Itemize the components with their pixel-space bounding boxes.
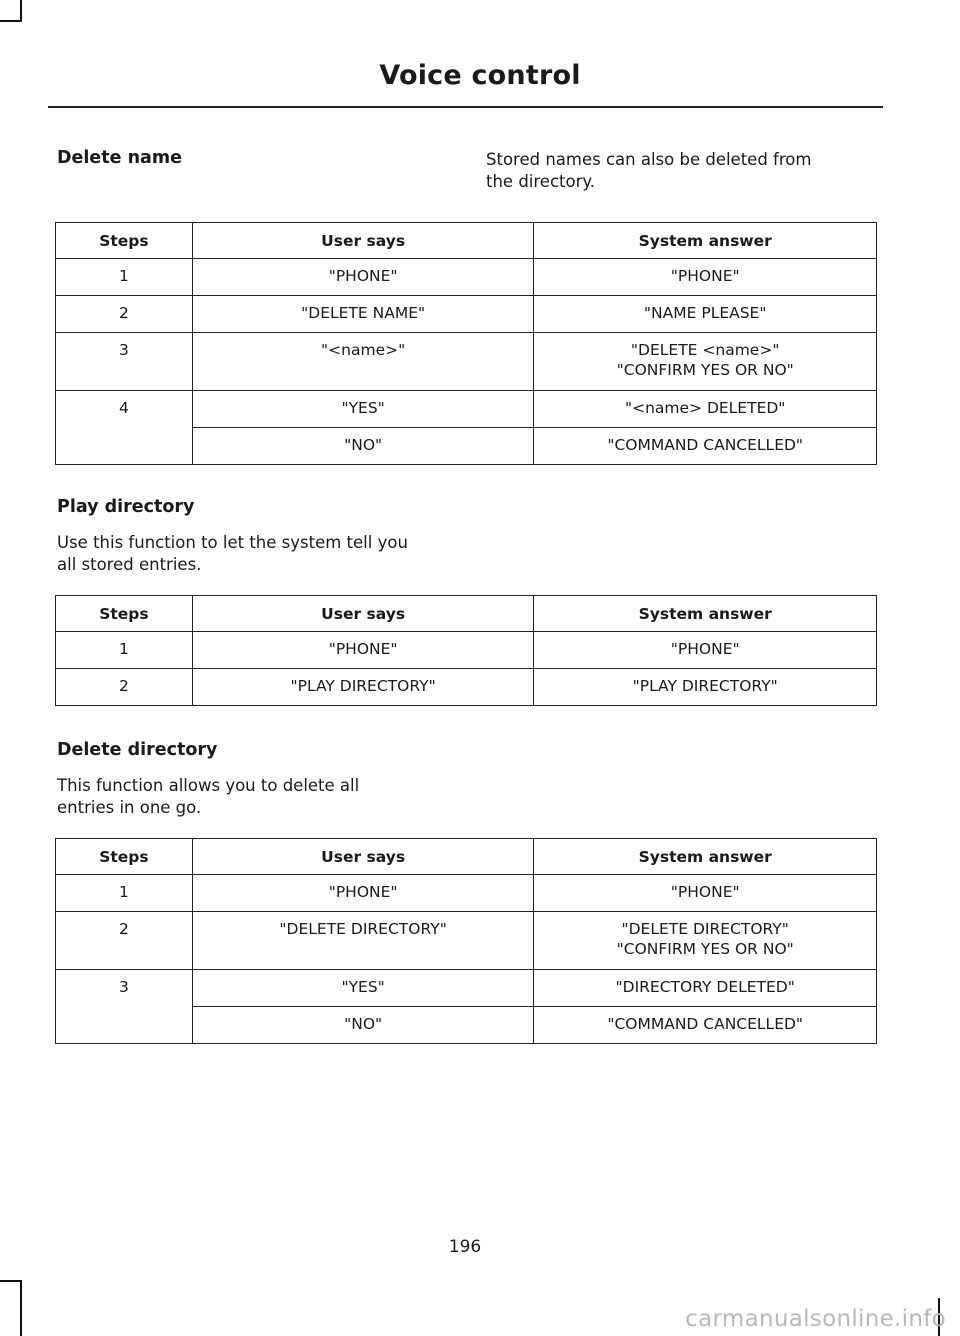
cell-step: 3: [56, 970, 193, 1007]
watermark-text: carmanualsonline.info: [685, 1306, 946, 1332]
cell-user-says: "YES": [192, 970, 534, 1007]
table-row: [56, 296, 877, 333]
cell-step: 1: [56, 875, 193, 912]
table-row: [56, 912, 877, 970]
header-user-says: User says: [192, 223, 534, 259]
system-answer-line: "PHONE": [670, 640, 740, 658]
description-line: the directory.: [486, 172, 596, 191]
header-steps: Steps: [56, 596, 193, 632]
cell-user-says: "DELETE NAME": [192, 296, 534, 333]
delete-directory-table: [55, 838, 877, 1044]
cell-user-says: "<name>": [192, 333, 534, 391]
table-row: [56, 259, 877, 296]
header-steps: Steps: [56, 839, 193, 875]
section-heading-delete-name: Delete name: [57, 148, 182, 168]
cell-step: [56, 428, 193, 465]
crop-mark-bottom-left-horizontal: [0, 1280, 22, 1282]
table-row: [56, 428, 877, 465]
crop-mark-bottom-left-vertical: [20, 1280, 22, 1336]
system-answer-line: "<name> DELETED": [624, 399, 786, 417]
crop-mark-top-left-horizontal: [0, 20, 22, 22]
cell-user-says: "DELETE DIRECTORY": [192, 912, 534, 970]
play-directory-table: [55, 595, 877, 706]
system-answer-line: "PHONE": [670, 267, 740, 285]
system-answer-line: "COMMAND CANCELLED": [607, 1015, 804, 1033]
table-row: [56, 669, 877, 706]
cell-step: [56, 1007, 193, 1044]
header-system-answer: System answer: [534, 839, 877, 875]
cell-system-answer: [534, 296, 877, 333]
system-answer-line: "NAME PLEASE": [643, 304, 767, 322]
table-header-row: [56, 596, 877, 632]
table-row: [56, 1007, 877, 1044]
table-row: [56, 875, 877, 912]
cell-system-answer: [534, 970, 877, 1007]
section-description-delete-directory: [57, 775, 477, 819]
cell-system-answer: [534, 632, 877, 669]
cell-step: 2: [56, 669, 193, 706]
cell-system-answer: [534, 1007, 877, 1044]
section-heading-delete-directory: Delete directory: [57, 740, 218, 760]
cell-step: 3: [56, 333, 193, 391]
section-description-play-directory: [57, 532, 477, 576]
system-answer-line: "DELETE <name>": [630, 341, 780, 359]
description-line: This function allows you to delete all: [57, 776, 360, 795]
cell-system-answer: [534, 428, 877, 465]
section-heading-play-directory: Play directory: [57, 497, 195, 517]
table-row: [56, 391, 877, 428]
header-user-says: User says: [192, 596, 534, 632]
cell-user-says: "PLAY DIRECTORY": [192, 669, 534, 706]
section-description-delete-name: [486, 149, 886, 193]
cell-system-answer: [534, 391, 877, 428]
system-answer-line: "CONFIRM YES OR NO": [616, 940, 794, 958]
cell-system-answer: [534, 333, 877, 391]
table-header-row: [56, 839, 877, 875]
title-divider: [48, 106, 883, 108]
cell-user-says: "NO": [192, 1007, 534, 1044]
table-row: [56, 632, 877, 669]
system-answer-line: "COMMAND CANCELLED": [607, 436, 804, 454]
table-header-row: [56, 223, 877, 259]
cell-step: 4: [56, 391, 193, 428]
cell-user-says: "PHONE": [192, 259, 534, 296]
table-row: [56, 333, 877, 391]
cell-system-answer: [534, 669, 877, 706]
description-line: Use this function to let the system tell you: [57, 533, 408, 552]
system-answer-line: "CONFIRM YES OR NO": [616, 361, 794, 379]
system-answer-line: "PHONE": [670, 883, 740, 901]
cell-user-says: "NO": [192, 428, 534, 465]
delete-name-table: [55, 222, 877, 465]
cell-system-answer: [534, 875, 877, 912]
page-number: 196: [448, 1237, 482, 1257]
cell-user-says: "PHONE": [192, 875, 534, 912]
header-user-says: User says: [192, 839, 534, 875]
description-line: Stored names can also be deleted from: [486, 150, 812, 169]
header-steps: Steps: [56, 223, 193, 259]
header-system-answer: System answer: [534, 223, 877, 259]
system-answer-line: "DIRECTORY DELETED": [615, 978, 795, 996]
description-line: all stored entries.: [57, 555, 202, 574]
cell-user-says: "PHONE": [192, 632, 534, 669]
cell-step: 2: [56, 912, 193, 970]
cell-system-answer: [534, 912, 877, 970]
system-answer-line: "DELETE DIRECTORY": [621, 920, 789, 938]
cell-user-says: "YES": [192, 391, 534, 428]
description-line: entries in one go.: [57, 798, 202, 817]
cell-step: 2: [56, 296, 193, 333]
page-title: Voice control: [379, 60, 581, 91]
header-system-answer: System answer: [534, 596, 877, 632]
crop-mark-top-left-vertical: [20, 0, 22, 20]
cell-step: 1: [56, 632, 193, 669]
cell-system-answer: [534, 259, 877, 296]
system-answer-line: "PLAY DIRECTORY": [632, 677, 778, 695]
cell-step: 1: [56, 259, 193, 296]
table-row: [56, 970, 877, 1007]
